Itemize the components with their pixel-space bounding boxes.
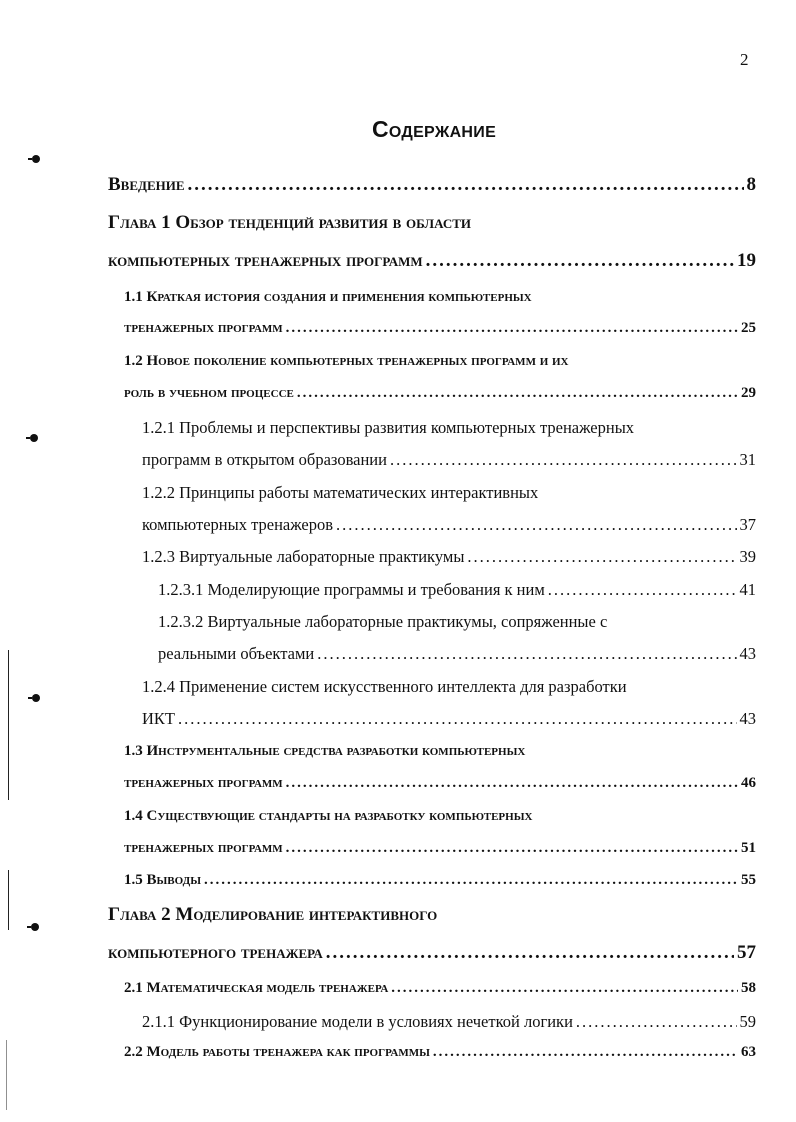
- toc-entry-label: Введение: [108, 174, 185, 195]
- toc-entry-1-2-3[interactable]: [142, 547, 756, 567]
- toc-entry-page: 29: [741, 385, 756, 401]
- toc-entry-label: реальными объектами: [158, 644, 315, 663]
- scan-edge-line: [8, 870, 9, 930]
- toc-entry-2-1[interactable]: [124, 980, 756, 997]
- toc-entry-label: программ в открытом образовании: [142, 450, 387, 469]
- page-title: Содержание: [371, 116, 497, 142]
- scan-edge-line: [6, 1040, 7, 1110]
- dot-leader: [390, 450, 737, 470]
- toc-entry-page: 51: [741, 840, 756, 856]
- dot-leader: [433, 1044, 738, 1061]
- toc-entry-1-3[interactable]: [124, 775, 756, 792]
- page-number: 2: [740, 50, 749, 69]
- toc-entry-page: 58: [741, 980, 756, 996]
- toc-entry-page: 46: [741, 775, 756, 791]
- toc-entry-page: 59: [739, 1012, 756, 1031]
- dot-leader: [286, 775, 738, 792]
- toc-entry-label: компьютерных тренажерных программ: [108, 250, 423, 271]
- dot-leader: [297, 385, 738, 402]
- toc-entry-label: тренажерных программ: [124, 320, 283, 336]
- dot-leader: [426, 250, 734, 272]
- toc-entry-page: 43: [739, 644, 756, 663]
- toc-entry-chapter-2[interactable]: [108, 942, 756, 964]
- toc-entry-label: 1.2.3.1 Моделирующие программы и требования к ним: [158, 580, 545, 599]
- toc-entry-introduction[interactable]: [108, 174, 756, 196]
- toc-entry-1-2-3-2[interactable]: [158, 644, 756, 664]
- binder-hole-mark: [32, 694, 40, 702]
- toc-entry-1-2-2[interactable]: [142, 515, 756, 535]
- toc-entry-page: 57: [737, 942, 756, 963]
- toc-entry-page: 41: [739, 580, 756, 599]
- dot-leader: [391, 980, 738, 997]
- toc-entry-page: 37: [739, 515, 756, 534]
- dot-leader: [286, 840, 738, 857]
- toc-entry-label: ИКТ: [142, 709, 175, 728]
- toc-entry-2-2[interactable]: [124, 1044, 756, 1061]
- toc-entry-1-2-1[interactable]: [142, 450, 756, 470]
- toc-entry-label: тренажерных программ: [124, 775, 283, 791]
- dot-leader: [336, 515, 736, 535]
- toc-entry-chapter-2-line1[interactable]: Глава 2 Моделирование интерактивного: [108, 904, 438, 925]
- toc-entry-chapter-1[interactable]: [108, 250, 756, 272]
- toc-entry-1-3-line1[interactable]: 1.3 Инструментальные средства разработки компьютерных: [124, 743, 526, 759]
- toc-entry-1-1[interactable]: [124, 320, 756, 337]
- toc-entry-page: 39: [739, 547, 756, 566]
- toc-entry-1-2-3-1[interactable]: [158, 580, 756, 600]
- toc-entry-1-2[interactable]: [124, 385, 756, 402]
- toc-entry-2-1-1[interactable]: [142, 1012, 756, 1032]
- toc-entry-1-2-2-line1[interactable]: 1.2.2 Принципы работы математических интерактивных: [142, 483, 539, 502]
- toc-entry-1-5[interactable]: [124, 872, 756, 889]
- toc-entry-page: 31: [739, 450, 756, 469]
- toc-entry-1-4[interactable]: [124, 840, 756, 857]
- toc-entry-1-2-line1[interactable]: 1.2 Новое поколение компьютерных тренажерных программ и их: [124, 353, 569, 369]
- toc-entry-label: тренажерных программ: [124, 840, 283, 856]
- dot-leader: [326, 942, 734, 964]
- toc-entry-label: компьютерного тренажера: [108, 942, 323, 963]
- dot-leader: [548, 580, 737, 600]
- binder-hole-mark: [30, 434, 38, 442]
- toc-entry-label: 1.2.3 Виртуальные лабораторные практикумы: [142, 547, 465, 566]
- toc-entry-1-2-3-2-line1[interactable]: 1.2.3.2 Виртуальные лабораторные практикумы, сопряженные с: [158, 612, 608, 631]
- toc-entry-label: 2.2 Модель работы тренажера как программы: [124, 1044, 430, 1060]
- dot-leader: [188, 174, 744, 196]
- toc-entry-label: роль в учебном процессе: [124, 385, 294, 401]
- toc-entry-1-1-line1[interactable]: 1.1 Краткая история создания и применения компьютерных: [124, 289, 532, 305]
- binder-hole-mark: [31, 923, 39, 931]
- toc-entry-page: 55: [741, 872, 756, 888]
- toc-entry-page: 8: [746, 174, 756, 195]
- toc-entry-label: 1.5 Выводы: [124, 872, 202, 888]
- toc-entry-chapter-1-line1[interactable]: Глава 1 Обзор тенденций развития в области: [108, 212, 472, 233]
- toc-entry-page: 43: [739, 709, 756, 728]
- toc-entry-page: 25: [741, 320, 756, 336]
- toc-entry-label: компьютерных тренажеров: [142, 515, 334, 534]
- dot-leader: [204, 872, 738, 889]
- toc-entry-1-2-4[interactable]: [142, 709, 756, 729]
- scan-edge-line: [8, 650, 9, 800]
- binder-hole-mark: [32, 155, 40, 163]
- toc-entry-1-2-1-line1[interactable]: 1.2.1 Проблемы и перспективы развития компьютерных тренажерных: [142, 418, 635, 437]
- toc-entry-page: 19: [737, 250, 756, 271]
- toc-entry-label: 2.1 Математическая модель тренажера: [124, 980, 389, 996]
- toc-entry-label: 2.1.1 Функционирование модели в условиях нечеткой логики: [142, 1012, 573, 1031]
- dot-leader: [178, 709, 737, 729]
- dot-leader: [576, 1012, 737, 1032]
- dot-leader: [286, 320, 738, 337]
- toc-entry-1-2-4-line1[interactable]: 1.2.4 Применение систем искусственного интеллекта для разработки: [142, 677, 627, 696]
- dot-leader: [317, 644, 736, 664]
- dot-leader: [467, 547, 736, 567]
- toc-entry-1-4-line1[interactable]: 1.4 Существующие стандарты на разработку компьютерных: [124, 808, 533, 824]
- toc-entry-page: 63: [741, 1044, 756, 1060]
